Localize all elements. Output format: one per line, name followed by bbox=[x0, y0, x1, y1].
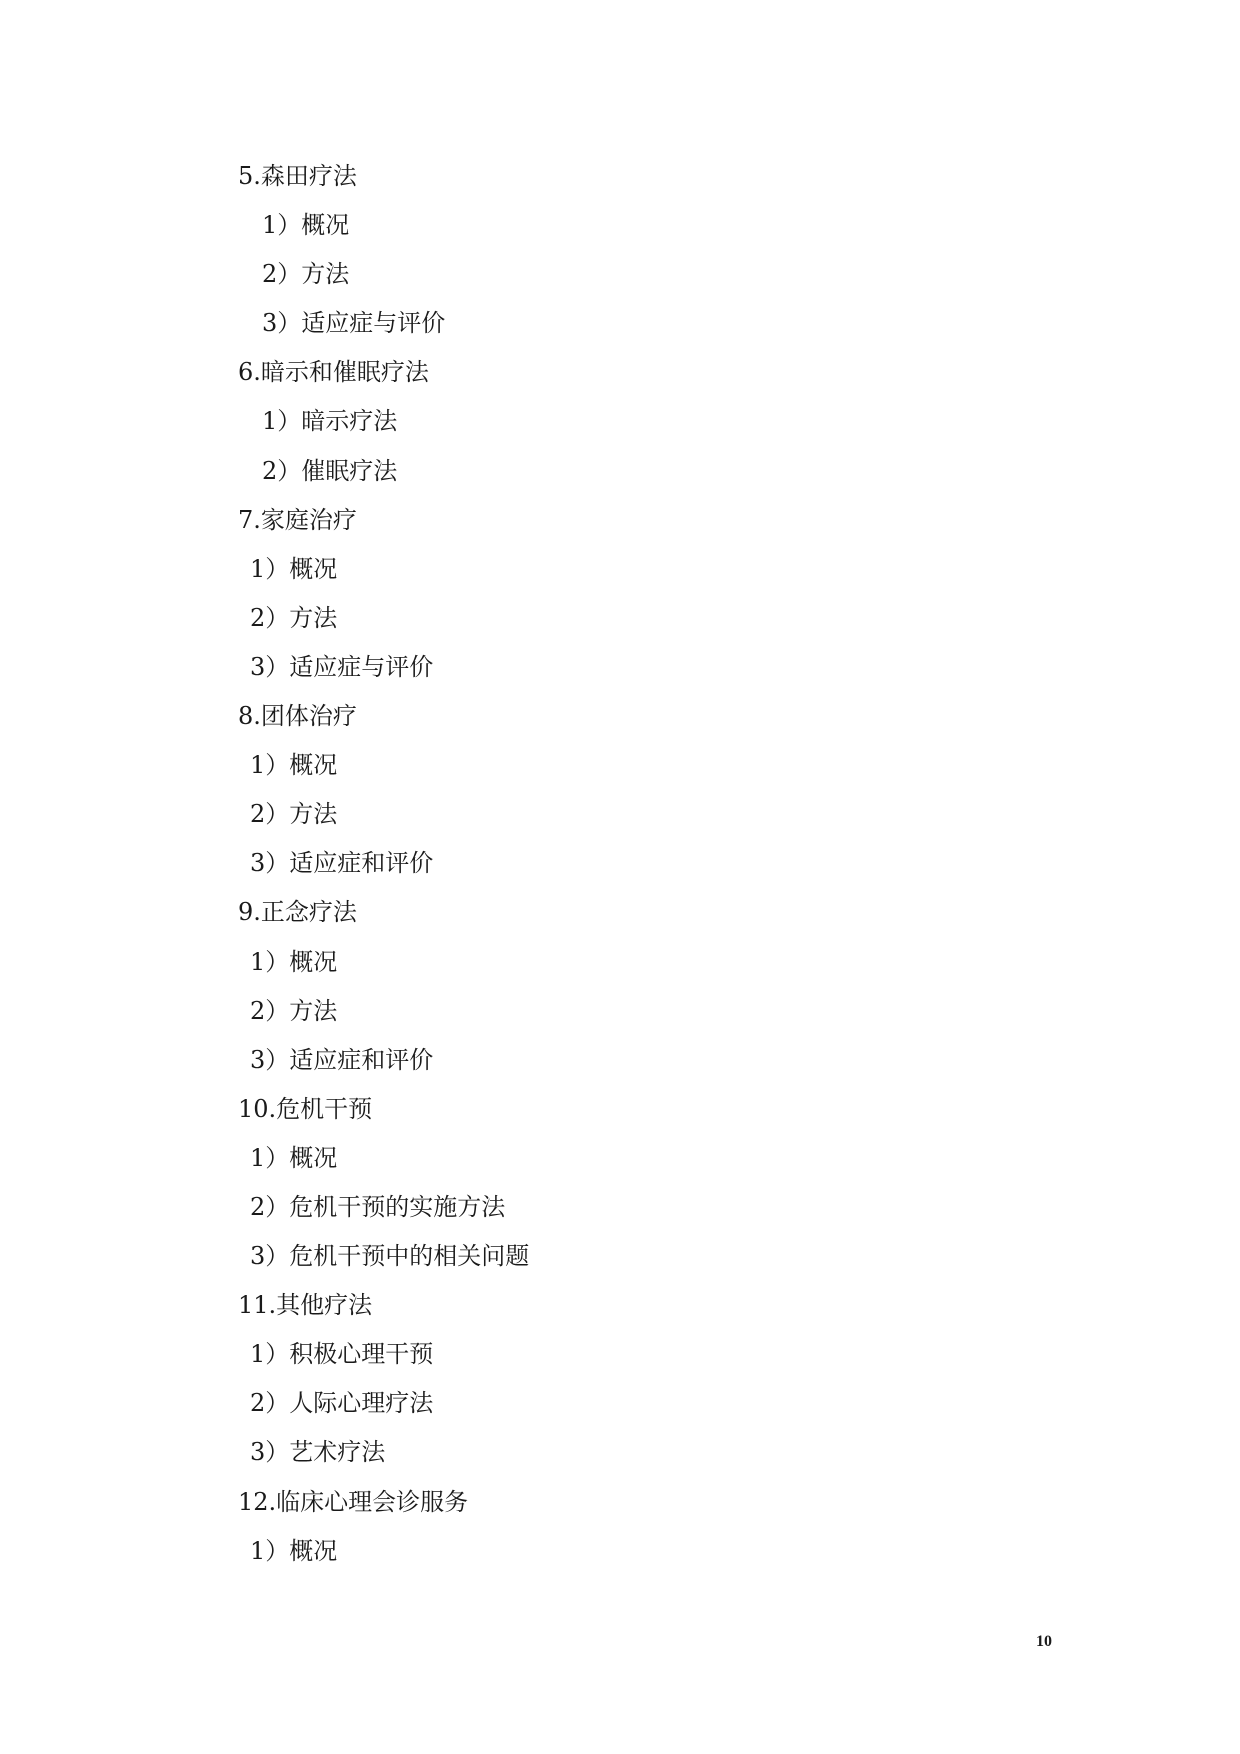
section-heading: 5.森田疗法 bbox=[238, 162, 357, 190]
subsection-item: 2）人际心理疗法 bbox=[250, 1389, 434, 1418]
subsection-item: 1）概况 bbox=[250, 554, 338, 583]
subsection-item: 2）方法 bbox=[250, 603, 338, 632]
section-heading: 8.团体治疗 bbox=[238, 702, 357, 731]
subsection-item: 1）概况 bbox=[250, 947, 338, 976]
section-heading: 12.临床心理会诊服务 bbox=[238, 1487, 469, 1516]
subsection-item: 3）艺术疗法 bbox=[250, 1438, 386, 1467]
subsection-item: 2）危机干预的实施方法 bbox=[250, 1192, 506, 1221]
section-heading: 7.家庭治疗 bbox=[238, 505, 357, 534]
subsection-item: 2）方法 bbox=[250, 800, 338, 829]
section-heading: 10.危机干预 bbox=[238, 1094, 373, 1123]
document-outline bbox=[238, 152, 1038, 1576]
subsection-item: 1）暗示疗法 bbox=[262, 407, 398, 436]
subsection-item: 3）适应症与评价 bbox=[250, 652, 434, 681]
subsection-item: 1）概况 bbox=[250, 1143, 338, 1172]
subsection-item: 2）方法 bbox=[250, 996, 338, 1025]
page-number: 10 bbox=[1036, 1633, 1052, 1650]
subsection-item: 3）适应症和评价 bbox=[250, 1045, 434, 1074]
subsection-item: 2）方法 bbox=[262, 260, 350, 289]
subsection-item: 3）危机干预中的相关问题 bbox=[250, 1242, 530, 1271]
subsection-item: 2）催眠疗法 bbox=[262, 456, 398, 485]
subsection-item: 3）适应症和评价 bbox=[250, 849, 434, 878]
section-heading: 6.暗示和催眠疗法 bbox=[238, 358, 429, 387]
section-heading: 11.其他疗法 bbox=[238, 1291, 373, 1320]
subsection-item: 1）概况 bbox=[250, 751, 338, 780]
subsection-item: 1）概况 bbox=[262, 211, 350, 240]
subsection-item: 3）适应症与评价 bbox=[262, 309, 446, 338]
subsection-item: 1）积极心理干预 bbox=[250, 1340, 434, 1369]
subsection-item: 1）概况 bbox=[250, 1536, 338, 1565]
section-heading: 9.正念疗法 bbox=[238, 898, 357, 927]
